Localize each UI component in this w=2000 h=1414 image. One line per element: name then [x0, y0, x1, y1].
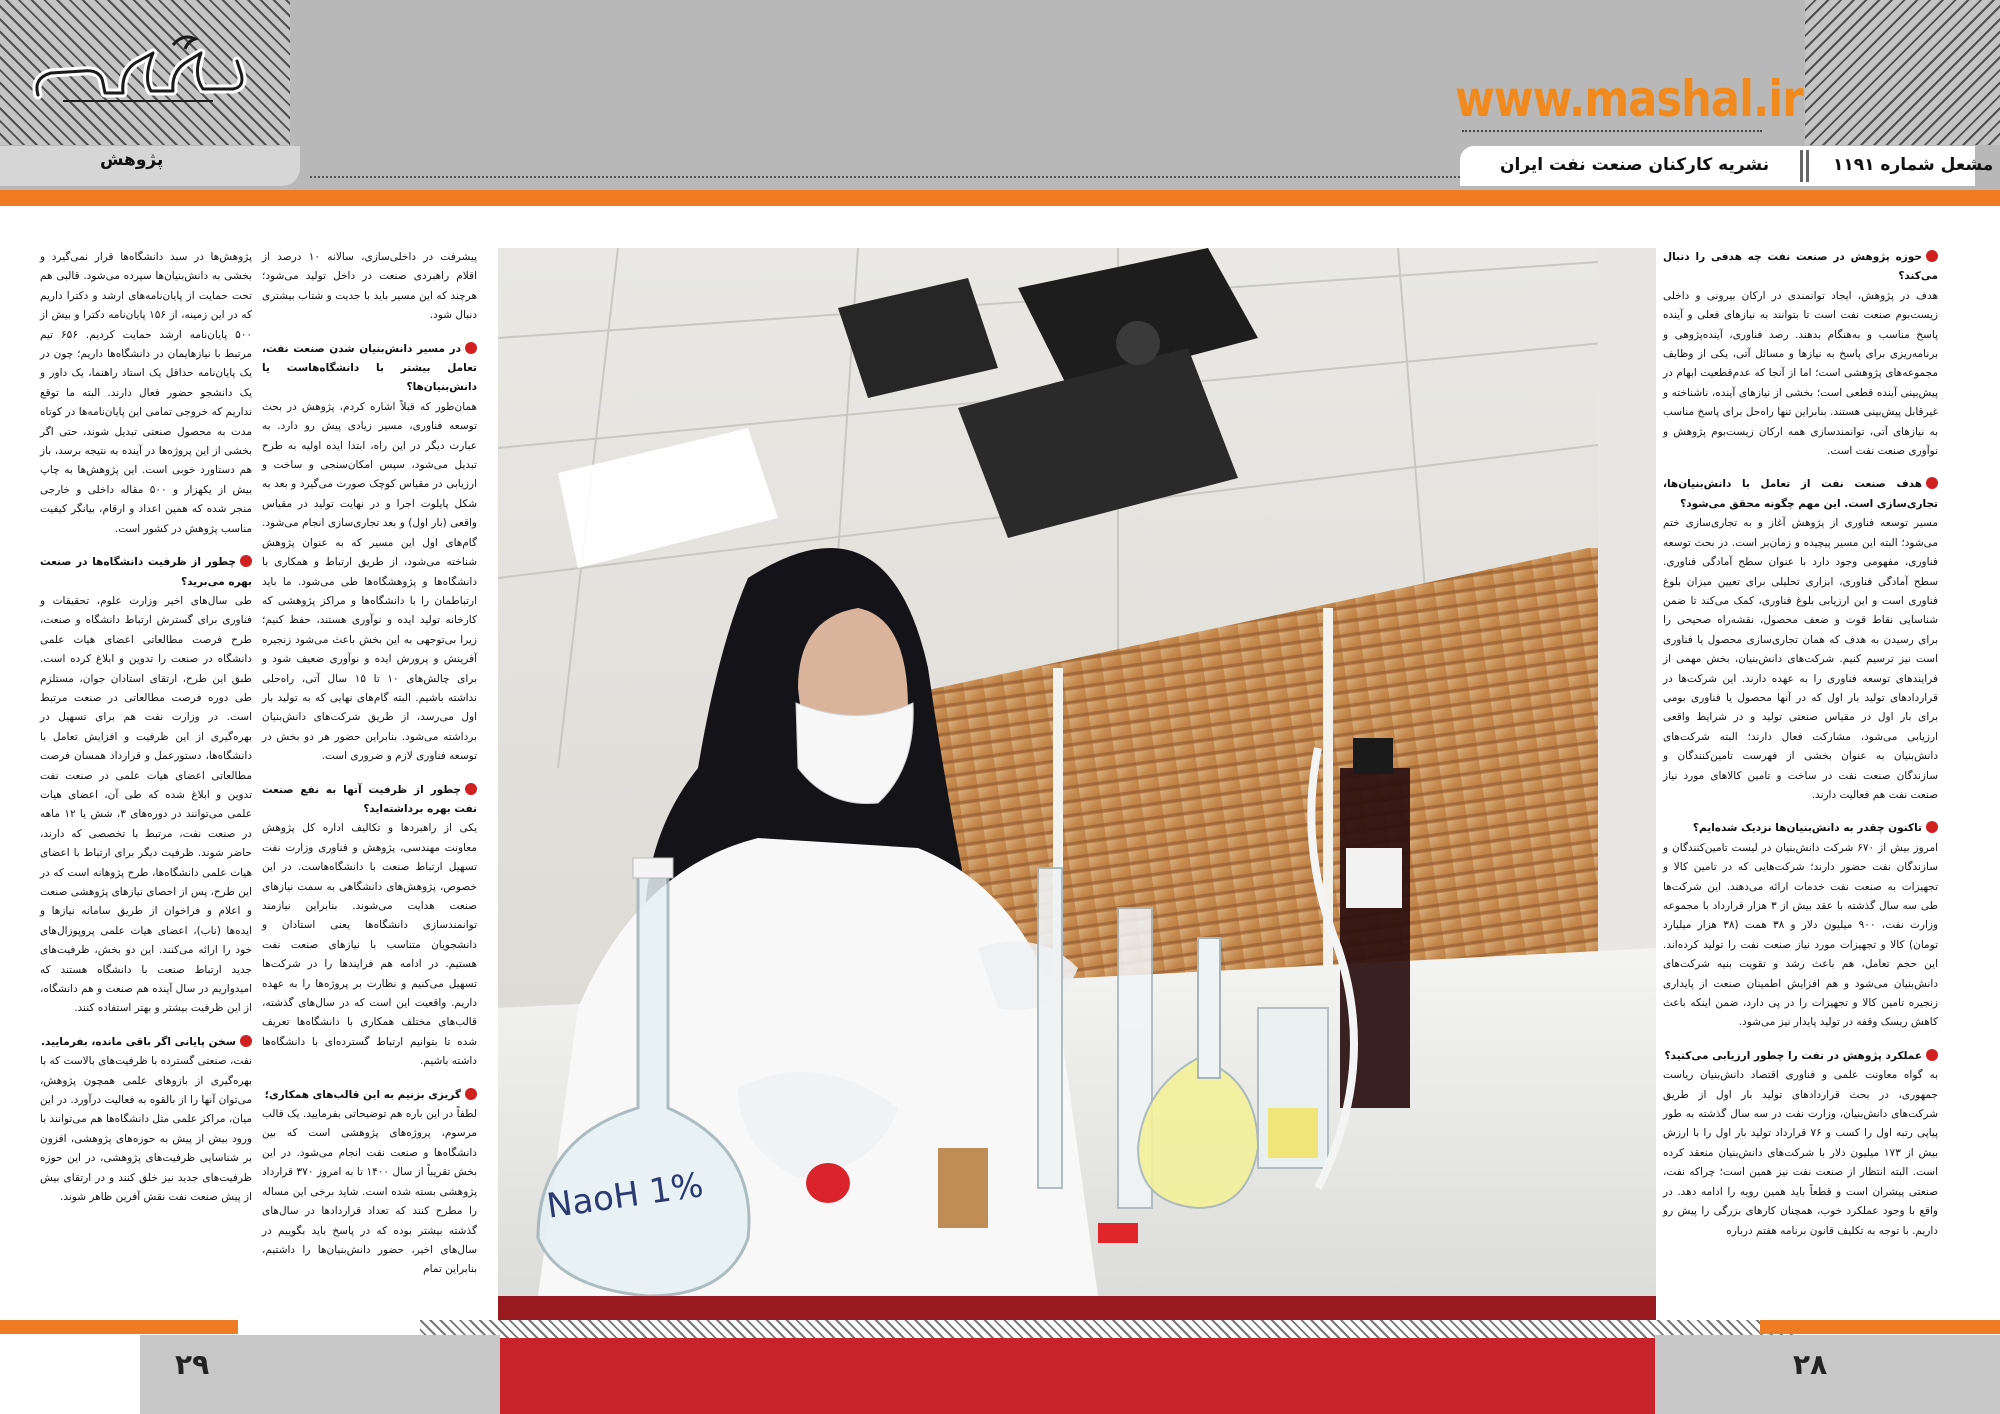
flask-label: NaoH 1% [544, 1165, 706, 1227]
answer-text: نفت، صنعتی گسترده با ظرفیت‌های بالاست که با بهره‌گیری از بازوهای علمی همچون پژوهش، می‌توان آنها را از بالقوه به فعالیت درآورد. در این میان، مراکز علمی مثل دانشگاه‌ها هم می‌توانند با ورود بیش از پیش به حوزه‌های پژوهشی، افزون بر شناسایی ظرفیت‌های پژوهشی، در این حوزه ظرفیت‌های جدید نیز خلق کنند و در ارتقای بیش از پیش صنعت نفت نقش آفرین ظاهر شوند. [40, 1055, 252, 1204]
info-divider [1800, 150, 1809, 182]
header-dotted-rule [310, 176, 1460, 178]
question-heading: عملکرد پژوهش در نفت را چطور ارزیابی می‌کنید؟ [1663, 1047, 1938, 1066]
answer-text: مسیر توسعه فناوری از پژوهش آغاز و به تجاری‌سازی ختم می‌شود؛ البته این مسیر پیچیده و زمان‌بر است. در بحث توسعه فناوری، مفهومی وجود دارد با عنوان سطح آمادگی فناوری. سطح آمادگی فناوری، ابزاری تحلیلی برای تعیین میزان بلوغ فناوری است و این ارزیابی بلوغ فناوری، کمک می‌کند تا ضمن شناسایی نقاط قوت و ضعف محصول، نقشه‌راه صحیحی را برای رسیدن به هدف که همان تجاری‌سازی محصول یا فناوری است نیز ترسیم کنیم. شرکت‌های دانش‌بنیان، بخش مهمی از فرایندهای توسعه فناوری را به عهده دارند. این شرکت‌ها در قراردادهای تولید بار اول که در آنها محصول یا فناوری بومی برای بار اول در مقیاس صنعتی تولید و در شرایط واقعی ارزیابی می‌شود، مشارکت فعال دارند؛ البته شرکت‌های دانش‌بنیان به عنوان بخشی از فهرست تامین‌کنندگان و سازندگان صنعت نفت در ساخت و تامین کالاهای مورد نیاز صنعت نفت هم فعالیت دارند. [1663, 517, 1938, 801]
footer-orange-right [1760, 1320, 2000, 1334]
answer-text: امروز بیش از ۶۷۰ شرکت دانش‌بنیان در لیست تامین‌کنندگان و سازندگان نفت حضور دارند؛ شرکت‌هایی که در تامین کالا و تجهیزات به صنعت نفت خدمات ارائه می‌دهند. این شرکت‌ها طی سه سال گذشته با عقد بیش از ۳ هزار قرارداد با مجموعه وزارت نفت، ۹۰۰ میلیون دلار و ۳۸ همت (۳۸ هزار میلیارد تومان) کالا و تجهیزات مورد نیاز صنعت نفت را تولید کرده‌اند. این حجم تعامل، هم باعث رشد و تقویت بنیه شرکت‌های دانش‌بنیان می‌شود و هم افزایش اطمینان صنعت از پایداری زنجیره تامین کالا و تجهیزات را در پی دارد، ضمن اینکه باعث کاهش ریسک وقفه در تولید پایدار نیز می‌شود. [1663, 841, 1938, 1029]
article-column-right [1663, 248, 1938, 1328]
mashal-logo-icon [23, 23, 253, 123]
question-heading: چطور از ظرفیت دانشگاه‌ها در صنعت بهره می‌برید؟ [40, 553, 252, 592]
footer-orange-left [0, 1320, 238, 1334]
answer-text: پژوهش‌ها در سبد دانشگاه‌ها قرار نمی‌گیرد و بخشی به دانش‌بنیان‌ها سپرده می‌شود. قالبی هم تحت حمایت از پایان‌نامه‌های ارشد و دکترا داریم که در این زمینه، از ۱۵۶ پایان‌نامه دکترا و بیش از ۵۰۰ پایان‌نامه ارشد حمایت کردیم. ۶۵۶ تیم مرتبط با نیازهایمان در دانشگاه‌ها داریم؛ چون در یک پایان‌نامه حداقل یک استاد راهنما، یک داور و یک دانشجو حضور فعال دارند. البته ما توقع نداریم که خروجی تمامی این پایان‌نامه‌ها در کوتاه مدت به محصول صنعتی تبدیل شوند، حتی اگر بخشی از این پروژه‌ها در آینده به نتیجه برسد، باز هم دستاورد خوبی است. این پژوهش‌ها به چاپ بیش از یکهزار و ۵۰۰ مقاله داخلی و خارجی منجر شده که همین اعداد و ارقام، بیانگر کیفیت مناسب پژوهش در کشور است. [40, 251, 253, 535]
header-orange-bar [0, 190, 2000, 206]
answer-text: یکی از راهبردها و تکالیف اداره کل پژوهش معاونت مهندسی، پژوهش و فناوری وزارت نفت تسهیل ارتباط صنعت با دانشگاه‌هاست. در این خصوص، پژوهش‌های دانشگاهی به سمت نیازهای صنعت هدایت می‌شوند. بنابراین نیازمند توانمندسازی دانشگاه‌ها یعنی استادان و دانشجویان متناسب با نیازهای صنعت نفت هستیم. در ادامه هم فرایندها را در شرکت‌ها تسهیل می‌کنیم و نظارت بر پروژه‌ها را به عهده داریم. واقعیت این است که در سال‌های گذشته، قالب‌های مختلف همکاری با دانشگاه‌ها تعریف شده تا بتوانیم ارتباط گسترده‌ای با دانشگاه‌ها داشته باشیم. [262, 822, 477, 1068]
photo-red-band-top [498, 1296, 1656, 1320]
question-heading: چطور از ظرفیت آنها به نفع صنعت نفت بهره برداشته‌اید؟ [262, 781, 477, 820]
question-heading: حوزه پژوهش در صنعت نفت چه هدفی را دنبال می‌کند؟ [1663, 248, 1938, 287]
answer-text: به گواه معاونت علمی و فناوری اقتصاد دانش‌بنیان ریاست جمهوری، در بحث قراردادهای تولید بار اول از طریق شرکت‌های دانش‌بنیان، وزارت نفت در سه سال گذشته به طور پیاپی رتبه اول را کسب و ۷۶ قرارداد تولید بار اول را با ارزش بیش از ۱۷۳ میلیون دلار با شرکت‌های دانش‌بنیان منعقد کرده است. البته انتظار از صنعت نفت نیز همین است؛ چراکه نفت، صنعتی پیشران است و قطعاً باید همین رویه را ادامه دهد. در واقع با وجود عملکرد خوب، همچنان کارهای بزرگی را پیش رو داریم. با توجه به تکلیف قانون برنامه هفتم درباره [1663, 1069, 1939, 1237]
answer-text: هدف در پژوهش، ایجاد توانمندی در ارکان بیرونی و داخلی زیست‌بوم صنعت نفت است تا بتوانند به نیازهای فعلی و آینده پاسخ مناسب و به‌هنگام بدهند. رصد فناوری، آینده‌پژوهی و برنامه‌ریزی برای پاسخ به نیازها و مسائل آتی، یکی از وظایف مجموعه‌های پژوهشی است؛ اما از آنجا که عدم‌قطعیت ابهام در پیش‌بینی آینده قطعی است؛ بخشی از نیازهای آینده، ناشناخته و غیرقابل پیش‌بینی هستند. بنابراین تنها راه‌حل برای پاسخ مناسب به نیازهای آتی، توانمندسازی همه ارکان زیست‌بوم پژوهش و نوآوری صنعت نفت است. [1663, 289, 1938, 458]
answer-text: لطفاً در این باره هم توضیحاتی بفرمایید. یک قالب مرسوم، پروژه‌های پژوهشی است که بین دانشگاه‌ها و صنعت نفت انجام می‌شود. در این بخش تقریباً از سال ۱۴۰۰ تا به امروز ۳۷۰ قرارداد پژوهشی بسته شده است. شاید برخی این مساله را مطرح کنند که تعداد قراردادها در سال‌های گذشته بیشتر بوده که در پاسخ باید بگوییم در سال‌های اخیر، حضور دانش‌بنیان‌ها را داشتیم، بنابراین تمام [262, 1108, 477, 1276]
laboratory-photo [498, 248, 1656, 1296]
question-heading: در مسیر دانش‌بنیان شدن صنعت نفت، تعامل بیشتر با دانشگاه‌هاست یا دانش‌بنیان‌ها؟ [262, 340, 477, 398]
article-column-middle [262, 248, 478, 1276]
lab-scene-illustration [498, 248, 1656, 1296]
answer-text: پیشرفت در داخلی‌سازی، سالانه ۱۰ درصد از اقلام راهبردی صنعت در داخل تولید می‌شود؛ هرچند که این مسیر باید با جدیت و شتاب بیشتری دنبال شود. [262, 251, 477, 322]
section-label: پژوهش [100, 150, 164, 170]
question-heading: گریزی بزنیم به این قالب‌های همکاری؛ [262, 1086, 477, 1105]
website-underline [1462, 130, 1762, 132]
question-heading: تاکنون چقدر به دانش‌بنیان‌ها نزدیک شده‌ایم؟ [1663, 819, 1938, 838]
page-number-left: ۲۹ [175, 1348, 210, 1381]
article-column-left [40, 248, 252, 1288]
issue-number: مشعل شماره ۱۱۹۱ [1833, 155, 1994, 175]
answer-text: همان‌طور که قبلاً اشاره کردم، پژوهش در بحث توسعه فناوری، مسیر زیادی پیش رو دارد. به عبارت دیگر در این راه، ابتدا ایده اولیه به طرح تبدیل می‌شود، سپس امکان‌سنجی و ساخت و ارزیابی در مقیاس کوچک صورت می‌گیرد و بعد به شکل پایلوت اجرا و در نهایت تولید در مقیاس واقعی (بار اول) و بعد تجاری‌سازی انجام می‌شود. گام‌های اول این مسیر که به عنوان پژوهش شناخته می‌شود، از طریق ارتباط و همکاری با دانشگاه‌ها و پژوهشگاه‌ها طی می‌شود. ما باید ارتباطمان را با دانشگاه‌ها و مراکز پژوهشی که کارخانه تولید ایده و نوآوری هستند، حفظ کنیم؛ زیرا بی‌توجهی به این بخش باعث می‌شود زنجیره آفرینش و پرورش ایده و نوآوری ضعیف شود و برای چالش‌های ۱۰ تا ۱۵ سال آتی، راه‌حلی نداشته باشیم. البته گام‌های نهایی که به تولید بار اول می‌رسد، از طریق شرکت‌های دانش‌بنیان برداشته می‌شود. بنابراین حضور هر دو بخش در توسعه فناوری لازم و ضروری است. [262, 400, 478, 763]
footer-hatch [420, 1320, 1800, 1338]
publication-name: نشریه کارکنان صنعت نفت ایران [1500, 155, 1770, 175]
answer-text: طی سال‌های اخیر وزارت علوم، تحقیقات و فناوری برای گسترش ارتباط دانشگاه و صنعت، طرح فرصت مطالعاتی اعضای هیات علمی دانشگاه در صنعت را تدوین و ابلاغ کرده است. طبق این طرح، ارتقای استادان جوان، مستلزم طی دوره فرصت مطالعاتی در صنعت مرتبط است. در وزارت نفت هم برای تسهیل در بهره‌گیری از این ظرفیت و افزایش تعامل با دانشگاه‌ها، دستورعمل و قرارداد همسان فرصت مطالعاتی اعضای هیات علمی در صنعت نفت تدوین و ابلاغ شده که طی آن، اعضای هیات علمی می‌توانند در دوره‌های ۳، شش یا ۱۲ ماهه در صنعت نفت، مرتبط با تخصصی که دارند، حاضر شوند. ظرفیت دیگر برای ارتباط با اعضای هیات علمی دانشگاه‌ها، طرح پژوهانه است که در این طرح، پس از احصای نیازهای پژوهشی صنعت و اعلام و فراخوان از طریق سامانه نیازها و ایده‌ها (ناب)، اعضای هیات علمی پروپوزال‌های خود را ارائه می‌کنند. این دو بخش، ظرفیت‌های جدید ارتباط صنعت با دانشگاه هستند که امیدواریم در سال آینده هم صنعت و هم دانشگاه، از این ظرفیت بیشتر و بهتر استفاده کنند. [40, 594, 252, 1015]
question-heading: سخن پایانی اگر باقی مانده، بفرمایید. [40, 1033, 252, 1052]
magazine-logo [0, 0, 275, 145]
website-url[interactable]: www.mashal.ir [1455, 70, 1803, 128]
page-number-right: ۲۸ [1793, 1348, 1828, 1381]
question-heading: هدف صنعت نفت از تعامل با دانش‌بنیان‌ها، تجاری‌سازی است. این مهم چگونه محقق می‌شود؟ [1663, 475, 1938, 514]
header-hatch-right [1805, 0, 2000, 145]
